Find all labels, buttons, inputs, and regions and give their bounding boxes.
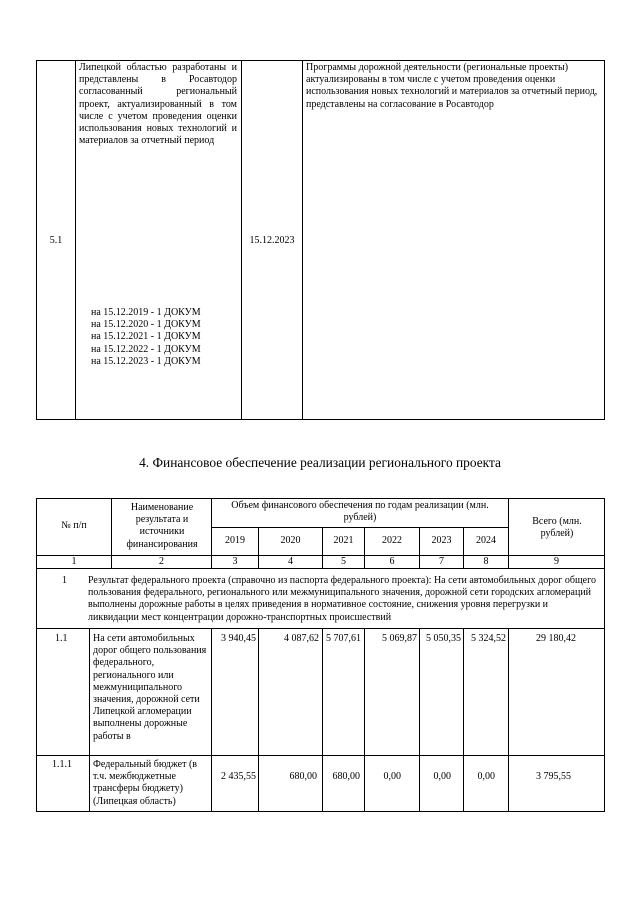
upper-row-number: 5.1 [49,235,63,246]
upper-row-result: Программы дорожной деятельности (региональные проекты) актуализированы в том числе с учетом проведения оценки использования новых технологий и материалов за отчетный период, представлены на согласование в Росавтодор [306,62,598,110]
header-total: Всего (млн. рублей) [532,516,582,540]
table-cell-value: 5 324,52 [471,633,506,644]
table-cell-value: 2 435,55 [221,771,256,782]
table-cell-value: 5 707,61 [326,633,361,644]
header-year: 2019 [225,535,245,546]
table-cell-value: 5 069,87 [382,633,417,644]
table-row-number: 1.1.1 [52,759,72,770]
table-cell-value: 680,00 [289,771,317,782]
column-number: 8 [483,556,489,567]
column-number: 4 [288,556,293,567]
section-title: 4. Финансовое обеспечение реализации регионального проекта [139,455,501,470]
upper-row-documents [91,307,239,368]
table-cell-value: 5 050,35 [426,633,461,644]
table-cell-value: 0,00 [383,771,401,782]
table-row-name: На сети автомобильных дорог общего пользования федерального, регионального или межмуниципального значения, дорожной сети Липецкой агломерации выполнены дорожные работы в [93,633,207,742]
table-cell-value: 4 087,62 [284,633,319,644]
result-row-text: Результат федерального проекта (справочно из паспорта федерального проекта): На сети автомобильных дорог общего пользования федерального, регионального или межмуниципального значения, дорожной сети городских агломераций выполнены дорожные работы в целях приведения в нормативное состояние, снижения уровня перегрузки и ликвидации мест концентрации дорожно-транспортных происшествий [88,575,596,623]
upper-row-description: Липецкой областью разработаны и представлены в Росавтодор согласованный региональный проект, актуализированный в том числе с учетом проведения оценки использования новых технологий и материалов за отчетный период [79,62,237,147]
document-line: на 15.12.2022 - 1 ДОКУМ [91,343,201,355]
header-year: 2021 [333,535,354,546]
column-number: 3 [232,556,238,567]
header-year: 2024 [476,535,496,546]
column-number: 7 [439,556,444,567]
table-cell-total: 3 795,55 [536,771,571,782]
column-number: 6 [389,556,395,567]
column-number: 9 [554,556,559,567]
header-volume: Объем финансового обеспечения по годам реализации (млн. рублей) [231,500,489,524]
table-cell-value: 0,00 [477,771,495,782]
document-line: на 15.12.2020 - 1 ДОКУМ [91,319,201,331]
upper-row-date: 15.12.2023 [249,235,295,246]
table-cell-value: 0,00 [433,771,451,782]
document-line: на 15.12.2023 - 1 ДОКУМ [91,355,201,367]
table-row-name: Федеральный бюджет (в т.ч. межбюджетные трансферы бюджету) (Липецкая область) [93,759,198,807]
table-cell-total: 29 180,42 [536,633,576,644]
header-year: 2022 [382,535,402,546]
header-name: Наименование результата и источники финансирования [126,502,198,550]
table-row-number: 1.1 [55,633,68,644]
table-cell-value: 3 940,45 [221,633,256,644]
header-year: 2020 [280,535,301,546]
header-num: № п/п [61,520,87,531]
document-line: на 15.12.2021 - 1 ДОКУМ [91,331,201,343]
document-line: на 15.12.2019 - 1 ДОКУМ [91,307,201,318]
header-year: 2023 [431,535,452,546]
result-row-number: 1 [62,575,67,586]
column-number: 5 [341,556,346,567]
column-number: 1 [71,556,77,567]
column-number: 2 [159,556,164,567]
table-cell-value: 680,00 [332,771,360,782]
